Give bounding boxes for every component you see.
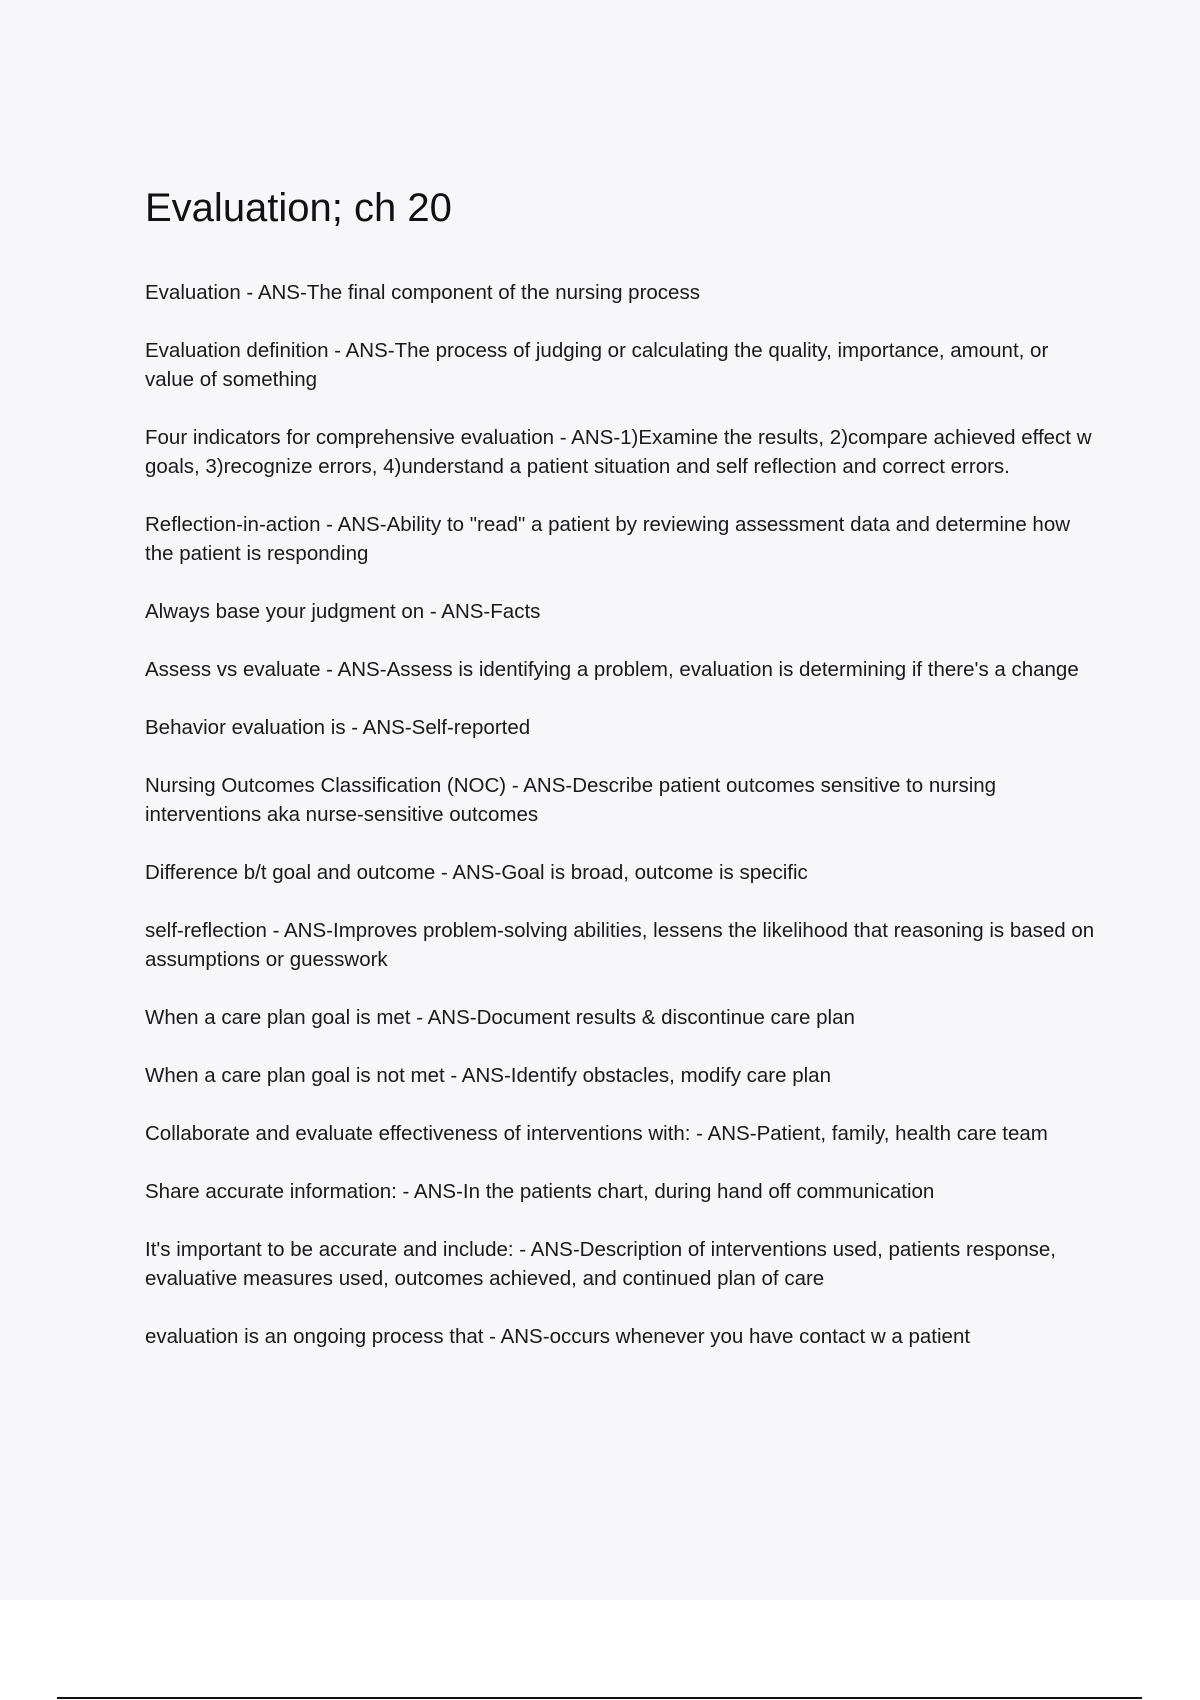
flashcard-answer: In the patients chart, during hand off communication	[462, 1180, 935, 1203]
answer-separator: - ANS-	[345, 716, 412, 739]
flashcard-answer: occurs whenever you have contact w a patient	[549, 1325, 971, 1348]
flashcard-term: Nursing Outcomes Classification (NOC)	[145, 774, 507, 797]
answer-separator: - ANS-	[506, 774, 573, 797]
flashcard-item	[145, 597, 1095, 626]
flashcard-item	[145, 655, 1095, 684]
flashcard-item	[145, 858, 1095, 887]
flashcard-answer: Ability to "read" a patient by reviewing assessment data and determine how the patient is responding	[145, 513, 1071, 565]
flashcard-answer: Assess is identifying a problem, evaluation is determining if there's a change	[386, 658, 1079, 681]
flashcard-answer: Description of interventions used, patients response, evaluative measures used, outcomes achieved, and continued plan of care	[145, 1238, 1056, 1290]
flashcard-term: Evaluation	[145, 281, 241, 304]
flashcard-item	[145, 1322, 1095, 1351]
answer-separator: - ANS-	[266, 919, 333, 942]
flashcard-term: Assess vs evaluate	[145, 658, 321, 681]
answer-separator: - ANS-	[444, 1064, 511, 1087]
flashcard-item	[145, 1235, 1095, 1293]
answer-separator: - ANS-	[396, 1180, 463, 1203]
flashcard-item	[145, 278, 1095, 307]
answer-separator: - ANS-	[320, 513, 387, 536]
flashcard-answer: Facts	[490, 600, 541, 623]
answer-separator: - ANS-	[410, 1006, 477, 1029]
flashcard-term: When a care plan goal is not met	[145, 1064, 445, 1087]
flashcard-item	[145, 1177, 1095, 1206]
flashcard-list	[145, 278, 1095, 1380]
flashcard-item	[145, 771, 1095, 829]
flashcard-term: It's important to be accurate and include:	[145, 1238, 514, 1261]
flashcard-item	[145, 510, 1095, 568]
flashcard-item	[145, 713, 1095, 742]
flashcard-answer: Document results & discontinue care plan	[476, 1006, 855, 1029]
flashcard-item	[145, 1119, 1095, 1148]
flashcard-answer: The process of judging or calculating the quality, importance, amount, or value of something	[145, 339, 1049, 391]
flashcard-item	[145, 1003, 1095, 1032]
flashcard-term: Evaluation definition	[145, 339, 329, 362]
answer-separator: - ANS-	[240, 281, 307, 304]
flashcard-term: Reflection-in-action	[145, 513, 321, 536]
flashcard-answer: Identify obstacles, modify care plan	[510, 1064, 831, 1087]
flashcard-term: evaluation is an ongoing process that	[145, 1325, 484, 1348]
answer-separator: - ANS-	[320, 658, 387, 681]
document-title: Evaluation; ch 20	[145, 186, 452, 230]
answer-separator: - ANS-	[328, 339, 395, 362]
flashcard-answer: Goal is broad, outcome is specific	[501, 861, 808, 884]
flashcard-term: Difference b/t goal and outcome	[145, 861, 436, 884]
answer-separator: - ANS-	[435, 861, 502, 884]
flashcard-item	[145, 423, 1095, 481]
answer-separator: - ANS-	[513, 1238, 580, 1261]
flashcard-term: Always base your judgment on	[145, 600, 425, 623]
flashcard-answer: The final component of the nursing process	[306, 281, 700, 304]
flashcard-item	[145, 336, 1095, 394]
flashcard-term: Share accurate information:	[145, 1180, 397, 1203]
flashcard-answer: Patient, family, health care team	[756, 1122, 1048, 1145]
flashcard-term: Collaborate and evaluate effectiveness of interventions with:	[145, 1122, 691, 1145]
answer-separator: - ANS-	[554, 426, 621, 449]
flashcard-answer: Improves problem-solving abilities, lessens the likelihood that reasoning is based on assumptions or guesswork	[145, 919, 1095, 971]
flashcard-term: self-reflection	[145, 919, 267, 942]
answer-separator: - ANS-	[483, 1325, 550, 1348]
flashcard-term: When a care plan goal is met	[145, 1006, 411, 1029]
answer-separator: - ANS-	[690, 1122, 757, 1145]
flashcard-item	[145, 916, 1095, 974]
flashcard-answer: 1)Examine the results, 2)compare achieved effect w goals, 3)recognize errors, 4)understand a patient situation and self reflection and correct errors.	[145, 426, 1092, 478]
flashcard-term: Behavior evaluation is	[145, 716, 346, 739]
flashcard-answer: Describe patient outcomes sensitive to nursing interventions aka nurse-sensitive outcomes	[145, 774, 997, 826]
flashcard-answer: Self-reported	[411, 716, 531, 739]
footer-divider	[57, 1697, 1142, 1699]
flashcard-item	[145, 1061, 1095, 1090]
answer-separator: - ANS-	[424, 600, 491, 623]
flashcard-term: Four indicators for comprehensive evaluation	[145, 426, 555, 449]
